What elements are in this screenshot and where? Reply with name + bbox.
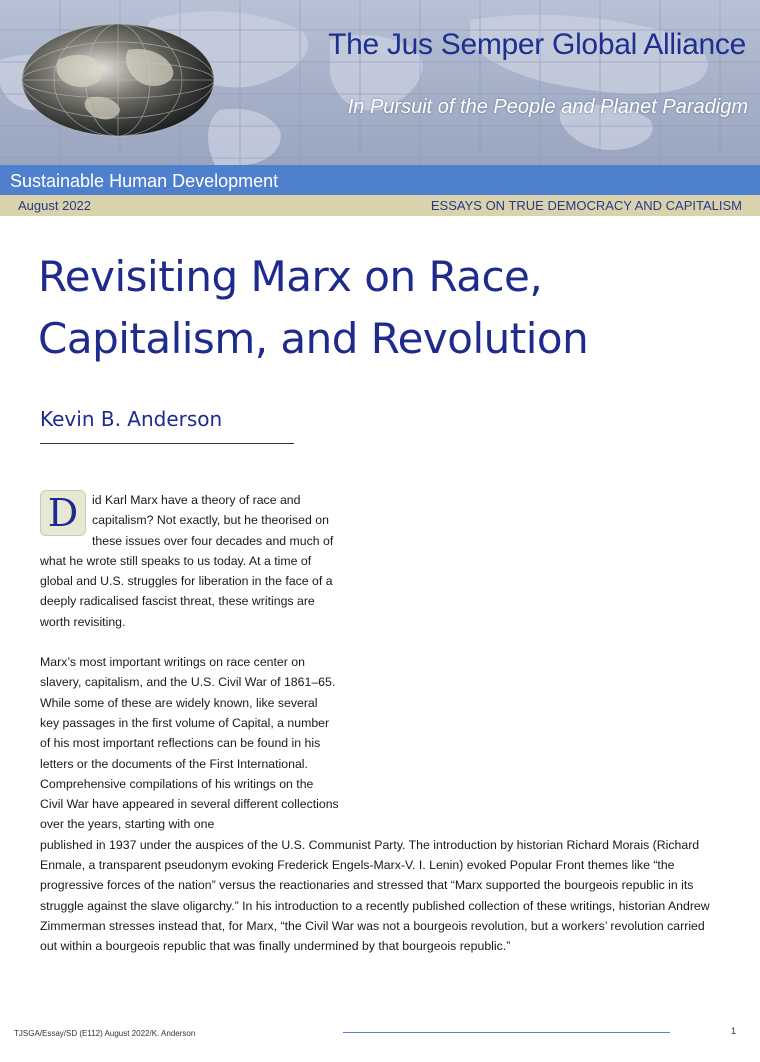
organization-subtitle: In Pursuit of the People and Planet Paradigm bbox=[347, 96, 748, 118]
page-number: 1 bbox=[731, 1026, 737, 1036]
section-label: Sustainable Human Development bbox=[10, 171, 279, 191]
organization-title: The Jus Semper Global Alliance bbox=[328, 28, 746, 61]
paragraph-2-narrow-part: Marx’s most important writings on race center on slavery, capitalism, and the U.S. Civil War of 1861–65. While some of these are widely known, like several key passages in the first volume of Capital, a number of his most important reflections can be found in his letters or the documents of the First International. Comprehensive compilations of his writings on the Civil War have appeared in several different collections over the years, starting with one bbox=[40, 655, 339, 832]
article-body bbox=[40, 490, 720, 977]
date-band bbox=[0, 195, 760, 216]
series-label: ESSAYS ON TRUE DEMOCRACY AND CAPITALISM bbox=[430, 198, 742, 213]
paragraph-2-wide-part: published in 1937 under the auspices of the U.S. Communist Party. The introduction by historian Richard Morais (Richard Enmale, a transparent pseudonym evoking Frederick Engels-Marx-V. I. Lenin) evoked Popular Front themes like “the progressive forces of the nation” versus the reactionaries and stressed that “Marx supported the bourgeois republic in its struggle against the slave oligarchy.” In his introduction to a recently published collection of these writings, historian Andrew Zimmerman stresses instead that, for Marx, “the Civil War was not a bourgeois revolution, but a workers’ revolution carried out within a bourgeois republic that was finally undermined by that bourgeois republic.” bbox=[40, 837, 710, 954]
author-divider bbox=[40, 443, 294, 444]
section-band bbox=[0, 165, 760, 195]
paragraph-2 bbox=[40, 652, 720, 956]
paragraph-1-text: id Karl Marx have a theory of race and capitalism? Not exactly, but he theorised on these issues over four decades and much of what he wrote still speaks to us today. At a time of global and U.S. struggles for liberation in the face of a deeply radicalised fascist threat, these writings are worth revisiting. bbox=[40, 493, 334, 629]
article-title-line-1: Revisiting Marx on Race, bbox=[38, 252, 543, 301]
issue-date: August 2022 bbox=[18, 198, 92, 213]
footer-citation: TJSGA/Essay/SD (E112) August 2022/K. Anderson bbox=[14, 1029, 196, 1038]
globe-logo-icon bbox=[18, 20, 218, 140]
footer-divider bbox=[343, 1032, 670, 1033]
article-title bbox=[38, 246, 718, 370]
paragraph-1 bbox=[40, 490, 340, 632]
article-author: Kevin B. Anderson bbox=[40, 407, 223, 431]
article-title-line-2: Capitalism, and Revolution bbox=[38, 314, 589, 363]
header-banner bbox=[0, 0, 760, 165]
drop-cap: D bbox=[40, 490, 86, 536]
